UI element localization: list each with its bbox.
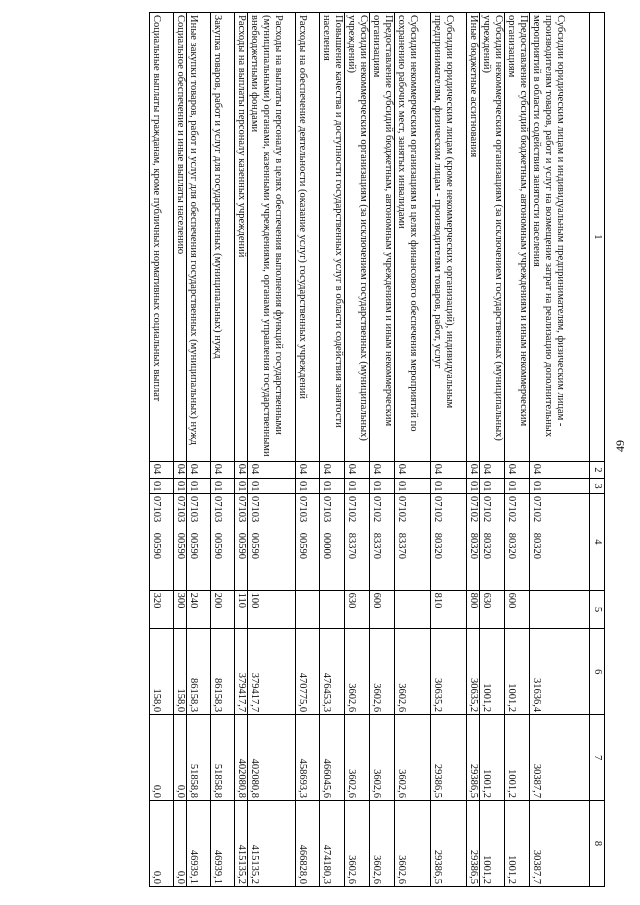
table-row [370,13,395,887]
section-code: 04 [505,461,530,478]
table-row [530,13,590,887]
expense-type-code: 300 [174,590,187,629]
amount-year-3: 3602,6 [345,801,370,887]
section-code: 04 [211,461,235,478]
amount-year-3: 1001,2 [480,801,505,887]
amount-year-3: 466828,0 [296,801,320,887]
target-article-program: 07102 [432,496,443,523]
col-header-6: 6 [590,629,605,715]
expense-type-code: 810 [431,590,467,629]
col-header-5: 5 [590,590,605,629]
target-article-direction: 00590 [151,532,162,559]
section-code: 04 [467,461,480,478]
expense-type-code [395,590,431,629]
amount-year-1: 158,0 [174,629,187,715]
table-row [296,13,320,887]
expense-type-code: 600 [505,590,530,629]
target-article-code [395,494,431,591]
subsection-code: 01 [395,478,431,493]
subsection-code: 01 [370,478,395,493]
target-article-direction: 80320 [481,532,492,559]
target-article-program: 07103 [175,496,186,523]
amount-year-2: 29386,5 [431,715,467,801]
section-code: 04 [235,461,248,478]
target-article-code [150,494,174,591]
target-article-program: 07103 [151,496,162,523]
budget-table [149,12,605,887]
target-article-program: 07102 [531,496,542,523]
header-row [590,13,605,887]
amount-year-2: 458693,3 [296,715,320,801]
subsection-code: 01 [345,478,370,493]
target-article-code [296,494,320,591]
col-header-3: 3 [590,478,605,493]
amount-year-1: 3602,6 [395,629,431,715]
table-row [431,13,467,887]
amount-year-2: 51858,8 [211,715,235,801]
row-description: Социальные выплаты гражданам, кроме публичных нормативных социальных выплат [150,13,174,462]
subsection-code: 01 [150,478,174,493]
table-row [150,13,174,887]
row-description: Иные закупки товаров, работ и услуг для обеспечения государственных (муниципальных) нужд [187,13,211,462]
amount-year-1: 1001,2 [480,629,505,715]
target-article-code [480,494,505,591]
table-row [235,13,248,887]
amount-year-3: 3602,6 [370,801,395,887]
target-article-program: 07103 [212,496,223,523]
target-article-program: 07102 [468,496,479,523]
target-article-code [530,494,590,591]
target-article-code [211,494,235,591]
expense-type-code [320,590,345,629]
amount-year-2: 0,0 [150,715,174,801]
target-article-code [345,494,370,591]
target-article-code [320,494,345,591]
amount-year-2: 402080,8 [248,715,296,801]
target-article-direction: 00590 [249,532,260,559]
amount-year-3: 29386,5 [467,801,480,887]
amount-year-2: 3602,6 [370,715,395,801]
target-article-direction: 83370 [371,532,382,559]
subsection-code: 01 [187,478,211,493]
section-code: 04 [296,461,320,478]
col-header-7: 7 [590,715,605,801]
amount-year-3: 29386,5 [431,801,467,887]
table-row [320,13,345,887]
subsection-code: 01 [320,478,345,493]
section-code: 04 [187,461,211,478]
table-row [211,13,235,887]
col-header-4: 4 [590,494,605,591]
amount-year-3: 474180,3 [320,801,345,887]
amount-year-1: 1001,2 [505,629,530,715]
target-article-program: 07103 [297,496,308,523]
table-row [467,13,480,887]
amount-year-3: 415135,2 [235,801,248,887]
amount-year-1: 3602,6 [345,629,370,715]
section-code: 04 [248,461,296,478]
amount-year-2: 3602,6 [345,715,370,801]
expense-type-code: 100 [248,590,296,629]
amount-year-3: 1001,2 [505,801,530,887]
target-article-code [248,494,296,591]
col-header-1: 1 [590,13,605,462]
target-article-direction: 83370 [346,532,357,559]
target-article-code [370,494,395,591]
target-article-program: 07102 [506,496,517,523]
expense-type-code [530,590,590,629]
amount-year-3: 30387,7 [530,801,590,887]
target-article-direction: 80320 [468,532,479,559]
target-article-direction: 00000 [321,532,332,559]
amount-year-1: 470775,0 [296,629,320,715]
amount-year-1: 379417,7 [235,629,248,715]
amount-year-1: 30635,2 [467,629,480,715]
target-article-code [174,494,187,591]
amount-year-3: 415135,2 [248,801,296,887]
amount-year-3: 0,0 [174,801,187,887]
expense-type-code: 240 [187,590,211,629]
section-code: 04 [395,461,431,478]
row-description: Расходы на выплаты персоналу казенных учреждений [235,13,248,462]
target-article-program: 07102 [346,496,357,523]
subsection-code: 01 [505,478,530,493]
section-code: 04 [150,461,174,478]
table-row [248,13,296,887]
amount-year-2: 0,0 [174,715,187,801]
row-description: Субсидии юридическим лицам и индивидуальным предпринимателям, физическим лицам - производителям товаров, работ и услуг на возмещение затрат на реализацию дополнительных мероприятий в области содействия занятости населения [530,13,590,462]
target-article-code [187,494,211,591]
row-description: Расходы на выплаты персоналу в целях обеспечения выполнения функций государственными (муниципальными) органами, казенными учреждениями, органами управления государственными внебюджетными фондами [248,13,296,462]
target-article-program: 07103 [188,496,199,523]
amount-year-2: 1001,2 [480,715,505,801]
expense-type-code: 320 [150,590,174,629]
amount-year-3: 46939,1 [211,801,235,887]
amount-year-2: 402080,8 [235,715,248,801]
table-row [174,13,187,887]
subsection-code: 01 [174,478,187,493]
table-row [187,13,211,887]
section-code: 04 [370,461,395,478]
target-article-direction: 83370 [396,532,407,559]
row-description: Закупка товаров, работ и услуг для государственных (муниципальных) нужд [211,13,235,462]
target-article-program: 07102 [371,496,382,523]
target-article-program: 07103 [249,496,260,523]
amount-year-1: 476453,3 [320,629,345,715]
table-row [505,13,530,887]
target-article-program: 07102 [481,496,492,523]
subsection-code: 01 [296,478,320,493]
amount-year-1: 379417,7 [248,629,296,715]
target-article-program: 07102 [396,496,407,523]
expense-type-code: 630 [480,590,505,629]
section-code: 04 [480,461,505,478]
subsection-code: 01 [211,478,235,493]
expense-type-code [296,590,320,629]
subsection-code: 01 [235,478,248,493]
target-article-code [467,494,480,591]
section-code: 04 [345,461,370,478]
target-article-code [505,494,530,591]
target-article-direction: 00590 [212,532,223,559]
row-description: Предоставление субсидий бюджетным, автономным учреждениям и иным некоммерческим организациям [505,13,530,462]
amount-year-2: 51858,8 [187,715,211,801]
row-description: Повышение качества и доступности государственных услуг в области содействия занятости населения [320,13,345,462]
target-article-code [235,494,248,591]
expense-type-code: 200 [211,590,235,629]
target-article-program: 07103 [321,496,332,523]
amount-year-2: 29386,5 [467,715,480,801]
col-header-8: 8 [590,801,605,887]
target-article-direction: 00590 [188,532,199,559]
amount-year-1: 86158,3 [211,629,235,715]
row-description: Субсидии некоммерческим организациям в целях финансового обеспечения мероприятий по сохранению рабочих мест, занятых инвалидами [395,13,431,462]
amount-year-1: 30635,2 [431,629,467,715]
row-description: Предоставление субсидий бюджетным, автономным учреждениям и иным некоммерческим организациям [370,13,395,462]
subsection-code: 01 [480,478,505,493]
target-article-code [431,494,467,591]
table-row [480,13,505,887]
page-number: 49 [613,440,627,452]
amount-year-1: 158,0 [150,629,174,715]
expense-type-code: 600 [370,590,395,629]
expense-type-code: 110 [235,590,248,629]
target-article-direction: 00590 [297,532,308,559]
row-description: Субсидии юридическим лицам (кроме некоммерческих организаций), индивидуальным предпринимателям, физическим лицам - производителям товаров, работ, услуг [431,13,467,462]
amount-year-3: 46939,1 [187,801,211,887]
section-code: 04 [431,461,467,478]
target-article-direction: 00590 [175,532,186,559]
amount-year-2: 1001,2 [505,715,530,801]
subsection-code: 01 [431,478,467,493]
amount-year-3: 0,0 [150,801,174,887]
expense-type-code: 800 [467,590,480,629]
section-code: 04 [174,461,187,478]
amount-year-2: 466045,6 [320,715,345,801]
amount-year-1: 86158,3 [187,629,211,715]
target-article-direction: 80320 [432,532,443,559]
section-code: 04 [320,461,345,478]
subsection-code: 01 [467,478,480,493]
amount-year-1: 31636,4 [530,629,590,715]
subsection-code: 01 [248,478,296,493]
expense-type-code: 630 [345,590,370,629]
row-description: Субсидии некоммерческим организациям (за исключением государственных (муниципальных) учреждений) [345,13,370,462]
target-article-program: 07103 [236,496,247,523]
amount-year-1: 3602,6 [370,629,395,715]
row-description: Иные бюджетные ассигнования [467,13,480,462]
target-article-direction: 80320 [531,532,542,559]
section-code: 04 [530,461,590,478]
row-description: Социальное обеспечение и иные выплаты населению [174,13,187,462]
row-description: Расходы на обеспечение деятельности (оказание услуг) государственных учреждений [296,13,320,462]
table-row [345,13,370,887]
subsection-code: 01 [530,478,590,493]
amount-year-2: 3602,6 [395,715,431,801]
col-header-2: 2 [590,461,605,478]
amount-year-3: 3602,6 [395,801,431,887]
target-article-direction: 00590 [236,532,247,559]
target-article-direction: 80320 [506,532,517,559]
amount-year-2: 30387,7 [530,715,590,801]
table-row [395,13,431,887]
row-description: Субсидии некоммерческим организациям (за исключением государственных (муниципальных) учреждений) [480,13,505,462]
